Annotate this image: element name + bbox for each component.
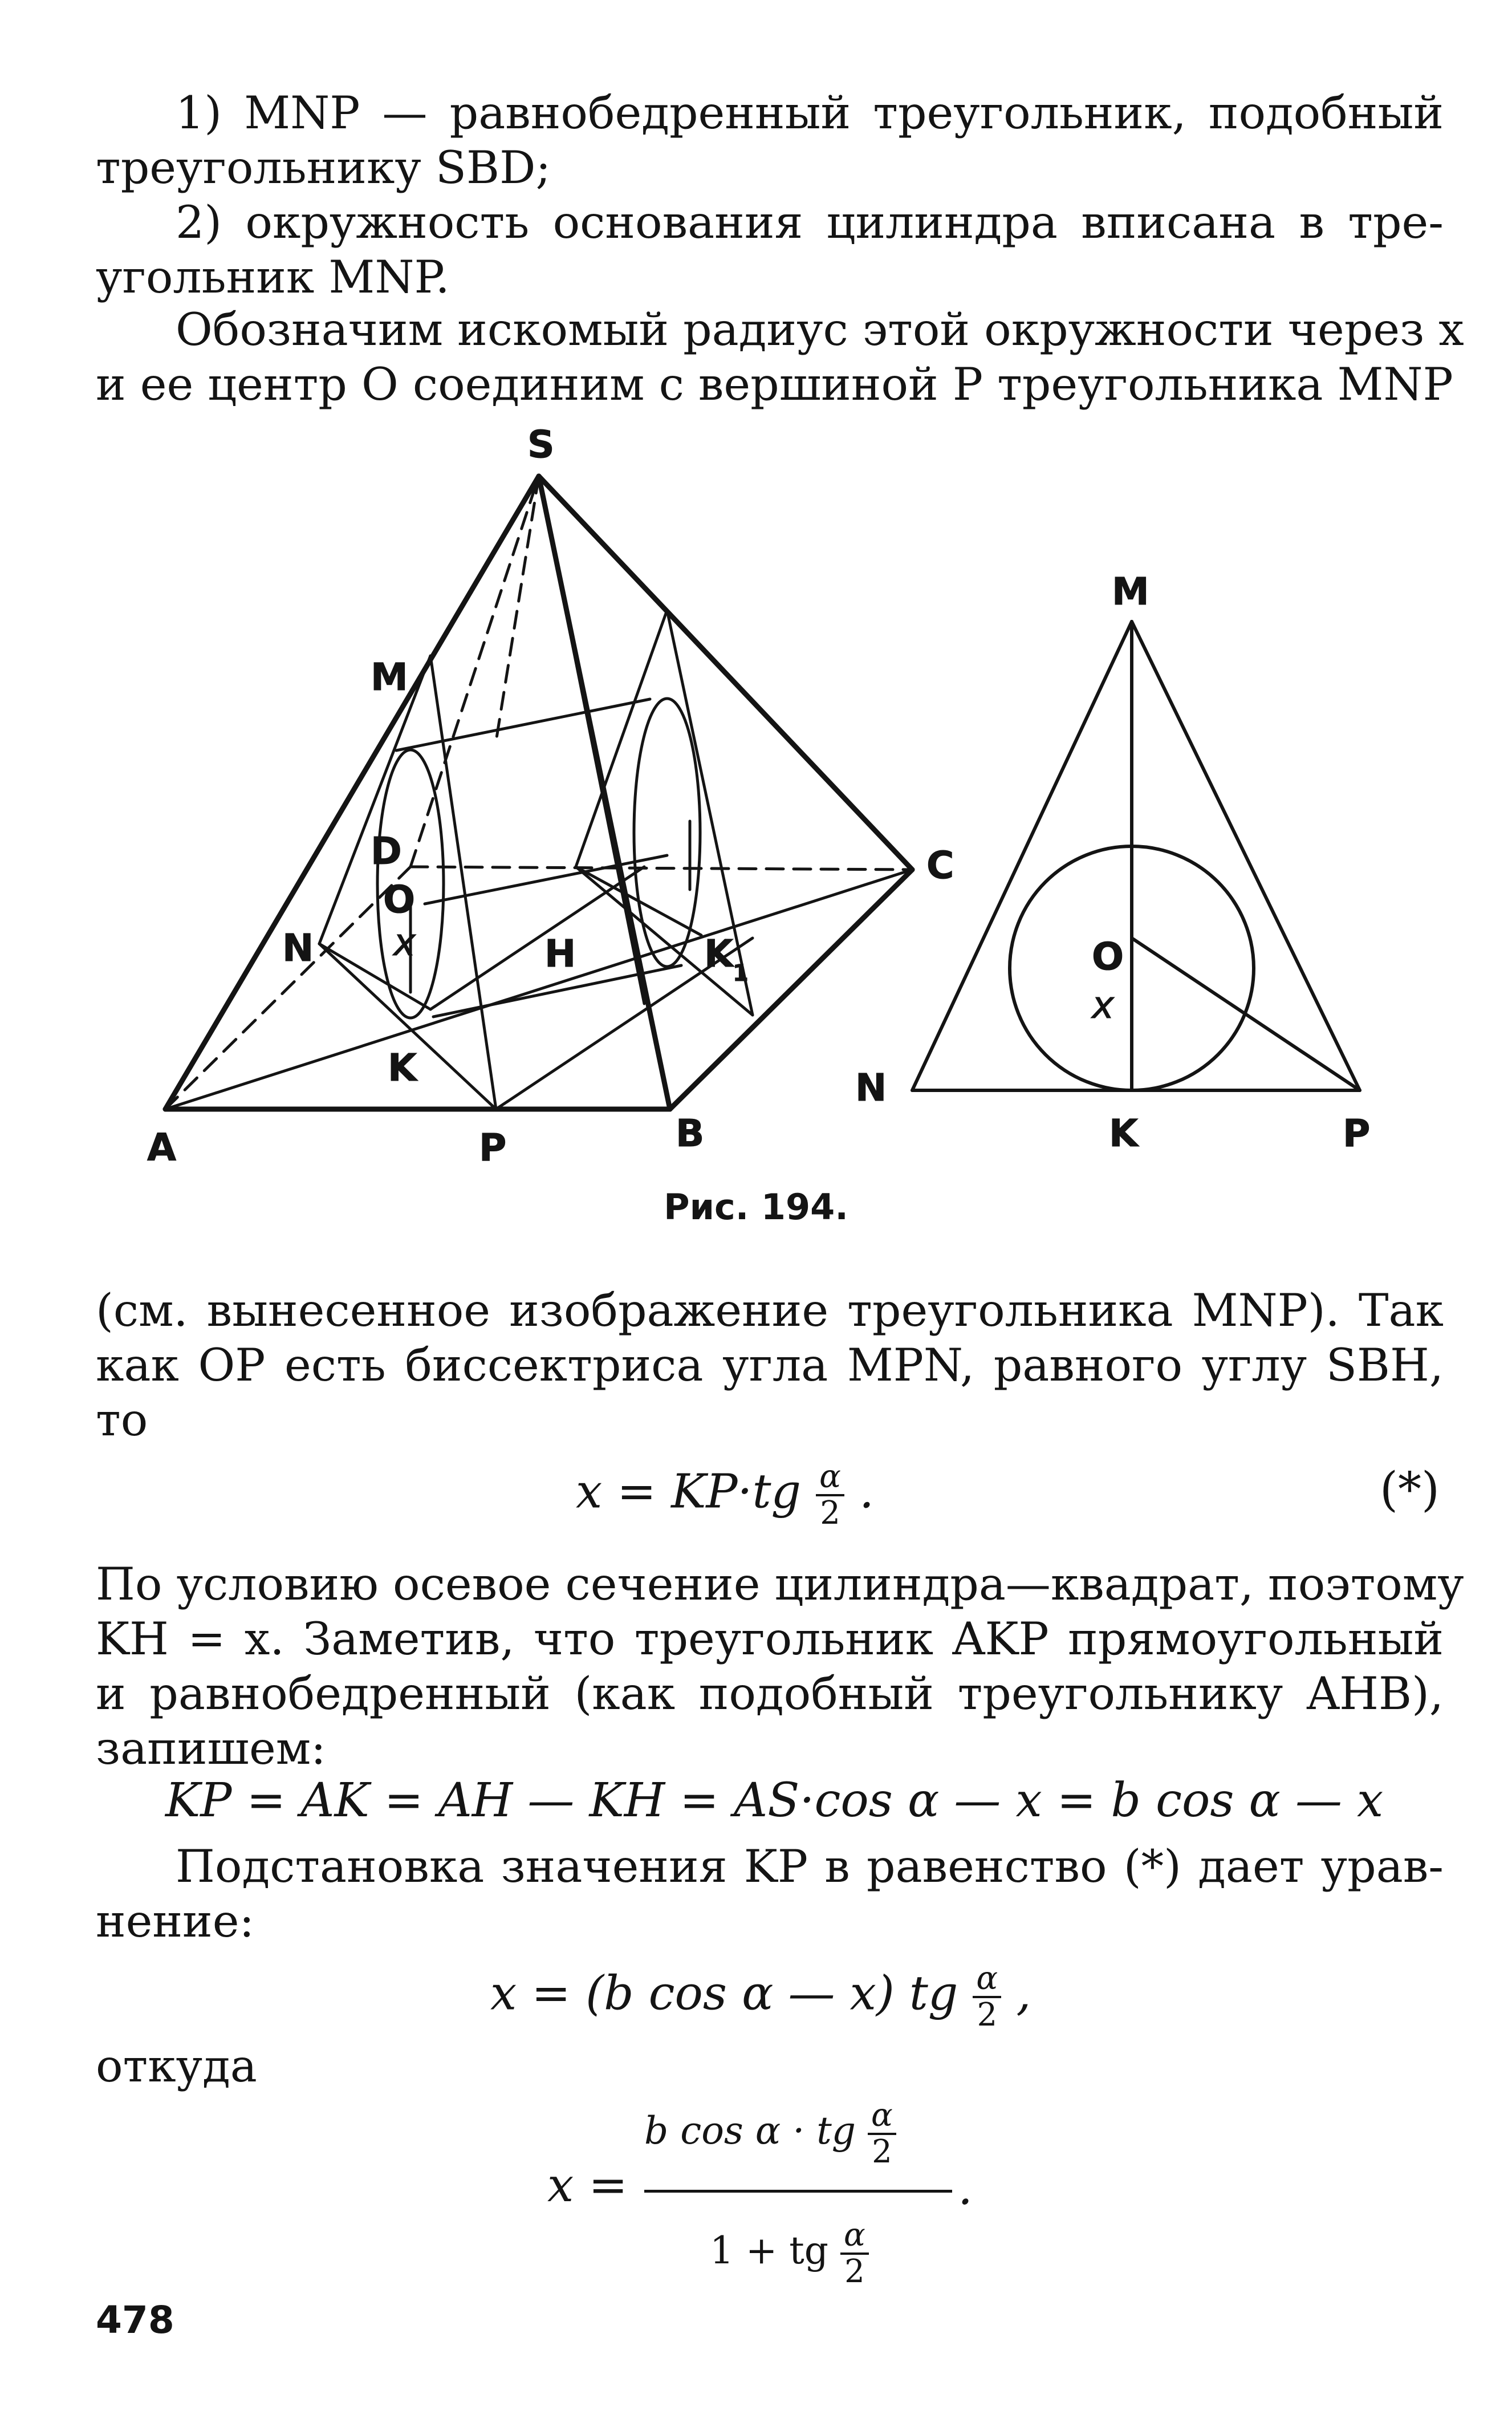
label-h: H (544, 932, 576, 976)
formula-1-tail: . (859, 1464, 875, 1519)
after-line3: то (96, 1394, 148, 1446)
label-a: A (147, 1126, 177, 1163)
formula-3-den: 2 (977, 1996, 998, 2034)
formula-1 (576, 1460, 874, 1531)
formula-4-den-frac (840, 2218, 869, 2289)
label-k1-sub: 1 (733, 960, 749, 987)
formula-3-tail: , (1016, 1966, 1031, 2021)
label-k-right: K (1109, 1111, 1139, 1155)
label-n: N (282, 926, 314, 970)
formula-4-denominator (710, 2218, 869, 2289)
label-x-right: x (1092, 983, 1115, 1027)
cond-line3: и равнобедренный (как подобный треугольнику AHB), (96, 1667, 1444, 1720)
subst-line2: нение: (96, 1895, 255, 1947)
label-p: P (479, 1126, 507, 1163)
label-b: B (676, 1111, 705, 1155)
item1-line1: 1) MNP — равнобедренный треугольник, подобный (176, 87, 1444, 139)
after-line1: (см. вынесенное изображение треугольника MNP). Так (96, 1284, 1444, 1337)
figure-caption: Рис. 194. (664, 1186, 848, 1228)
label-o: O (383, 878, 416, 922)
cond-line1: По условию осевое сечение цилиндра—квадрат, поэтому (96, 1558, 1464, 1610)
cond-line4: запишем: (96, 1722, 326, 1775)
label-d: D (371, 829, 402, 873)
formula-3-num: α (973, 1962, 1001, 1998)
formula-4-bar (644, 2190, 952, 2193)
formula-1-left: x = KP·tg (576, 1464, 802, 1519)
formula-3-frac (973, 1962, 1001, 2032)
formula-4-num-a: α (868, 2099, 896, 2135)
item2-line2: угольник MNP. (96, 251, 450, 303)
label-n-right: N (855, 1066, 887, 1110)
after-line2: как OP есть биссектриса угла MPN, равного углу SBH, (96, 1339, 1444, 1391)
formula-3 (490, 1962, 1031, 2032)
label-s: S (527, 423, 555, 466)
label-x: x (393, 920, 416, 964)
page-number: 478 (96, 2298, 174, 2342)
formula-4-den-two: 2 (844, 2253, 865, 2290)
formula-4-num-two: 2 (872, 2133, 892, 2170)
triangle-mnp-drawing (912, 622, 1360, 1090)
formula-4-den-a: α (840, 2218, 869, 2255)
figure-194 (0, 422, 1512, 1163)
label-k: K (388, 1046, 417, 1090)
label-m-right: M (1112, 570, 1149, 614)
formula-4-den-text: 1 + tg (710, 2229, 829, 2272)
formula-1-num: α (816, 1460, 844, 1496)
label-p-right: P (1343, 1111, 1371, 1155)
label-k1: K (704, 932, 734, 976)
intro-line1: Обозначим искомый радиус этой окружности через x (176, 303, 1464, 356)
formula-4-num-frac (868, 2099, 896, 2169)
intro-line2: и ее центр O соединим с вершиной P треугольника MNP (96, 358, 1453, 411)
formula-1-den: 2 (820, 1495, 840, 1532)
formula-4-left: x = (547, 2158, 628, 2213)
formula-2: KP = AK = AH — KH = AS·cos α — x = b cos α — x (165, 1773, 1384, 1828)
label-m: M (371, 655, 408, 699)
formula-1-mark: (*) (1380, 1463, 1440, 1517)
subst-line1: Подстановка значения KP в равенство (*) дает урав- (176, 1840, 1444, 1893)
cond-line2: KH = x. Заметив, что треугольник AKP прямоугольный (96, 1613, 1444, 1665)
formula-4-num-text: b cos α · tg (644, 2109, 856, 2153)
formula-3-left: x = (b cos α — x) tg (490, 1966, 958, 2021)
item1-line2: треугольнику SBD; (96, 141, 551, 194)
formula-4-numerator (644, 2099, 896, 2169)
formula-4-tail: . (958, 2161, 973, 2215)
item2-line1: 2) окружность основания цилиндра вписана в тре- (176, 196, 1444, 249)
whence-line: откуда (96, 2040, 257, 2092)
formula-1-frac (816, 1460, 844, 1531)
label-o-right: O (1092, 935, 1124, 979)
label-c: C (926, 843, 954, 887)
pyramid-drawing (165, 476, 912, 1109)
